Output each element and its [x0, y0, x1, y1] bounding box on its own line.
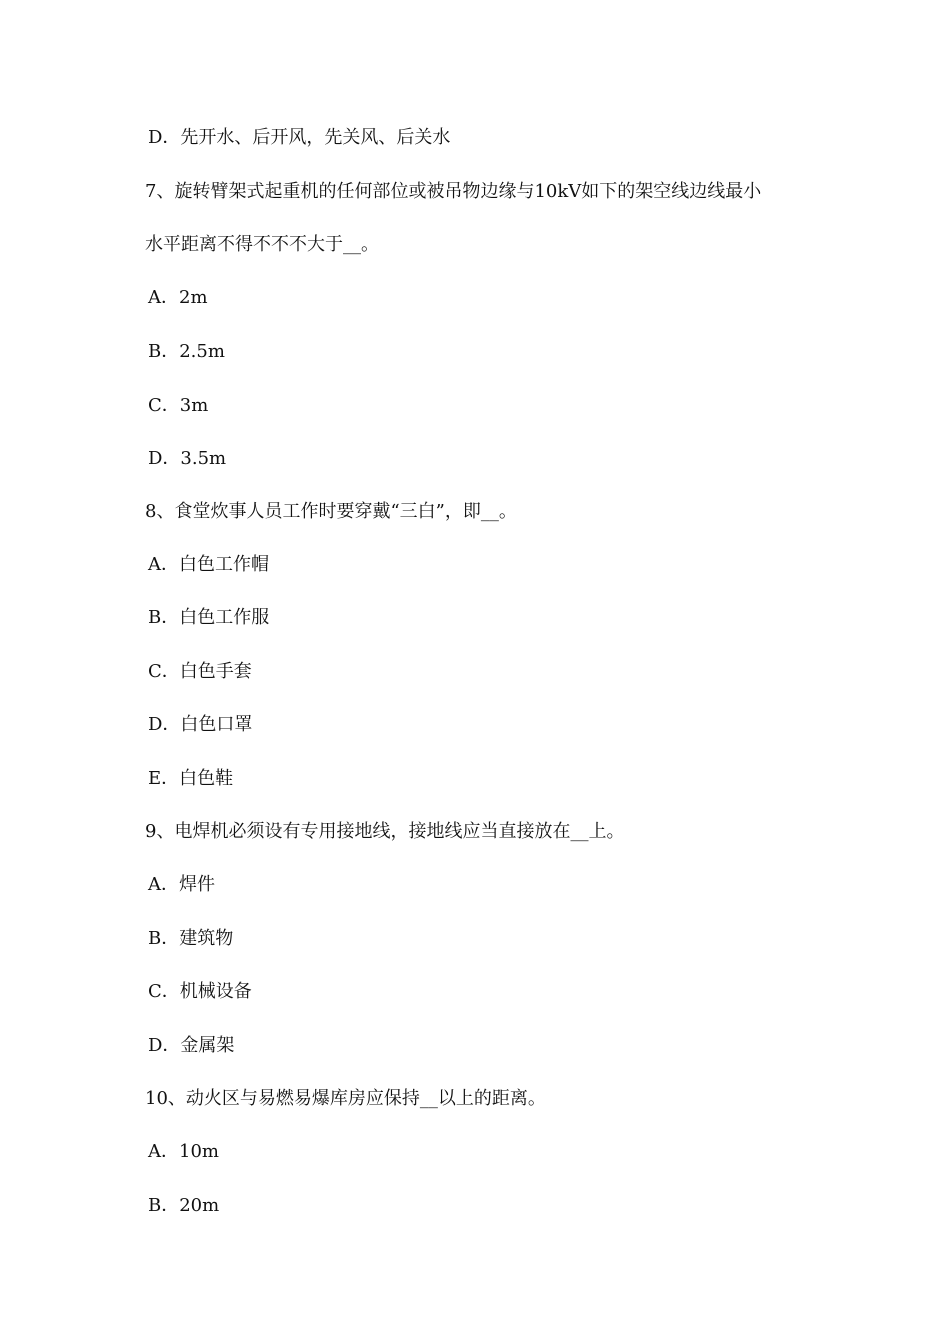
- option-a-q9: A．焊件: [148, 874, 215, 895]
- option-d-q7: D．3.5m: [148, 448, 227, 469]
- question-7-line-2: 水平距离不得不不不大于__。: [145, 234, 379, 255]
- question-10: 10、动火区与易燃易爆库房应保持__以上的距离。: [145, 1088, 546, 1109]
- option-c-q9: C．机械设备: [148, 981, 252, 1002]
- option-c-q7: C．3m: [148, 395, 209, 416]
- question-8: 8、食堂炊事人员工作时要穿戴“三白”，即__。: [145, 501, 517, 522]
- option-e-q8: E．白色鞋: [148, 768, 234, 789]
- option-d-q8: D．白色口罩: [148, 714, 253, 735]
- option-a-q10: A．10m: [148, 1141, 219, 1162]
- option-c-q8: C．白色手套: [148, 661, 252, 682]
- option-d-q6: D．先开水、后开风，先关风、后关水: [148, 127, 451, 148]
- option-b-q7: B．2.5m: [148, 341, 225, 362]
- question-9: 9、电焊机必须设有专用接地线，接地线应当直接放在__上。: [145, 821, 625, 842]
- option-b-q9: B．建筑物: [148, 928, 234, 949]
- question-7-line-1: 7、旋转臂架式起重机的任何部位或被吊物边缘与10kV如下的架空线边线最小: [145, 181, 762, 202]
- option-b-q8: B．白色工作服: [148, 607, 270, 628]
- option-d-q9: D．金属架: [148, 1035, 235, 1056]
- option-b-q10: B．20m: [148, 1195, 220, 1216]
- option-a-q7: A．2m: [148, 287, 208, 308]
- option-a-q8: A．白色工作帽: [148, 554, 269, 575]
